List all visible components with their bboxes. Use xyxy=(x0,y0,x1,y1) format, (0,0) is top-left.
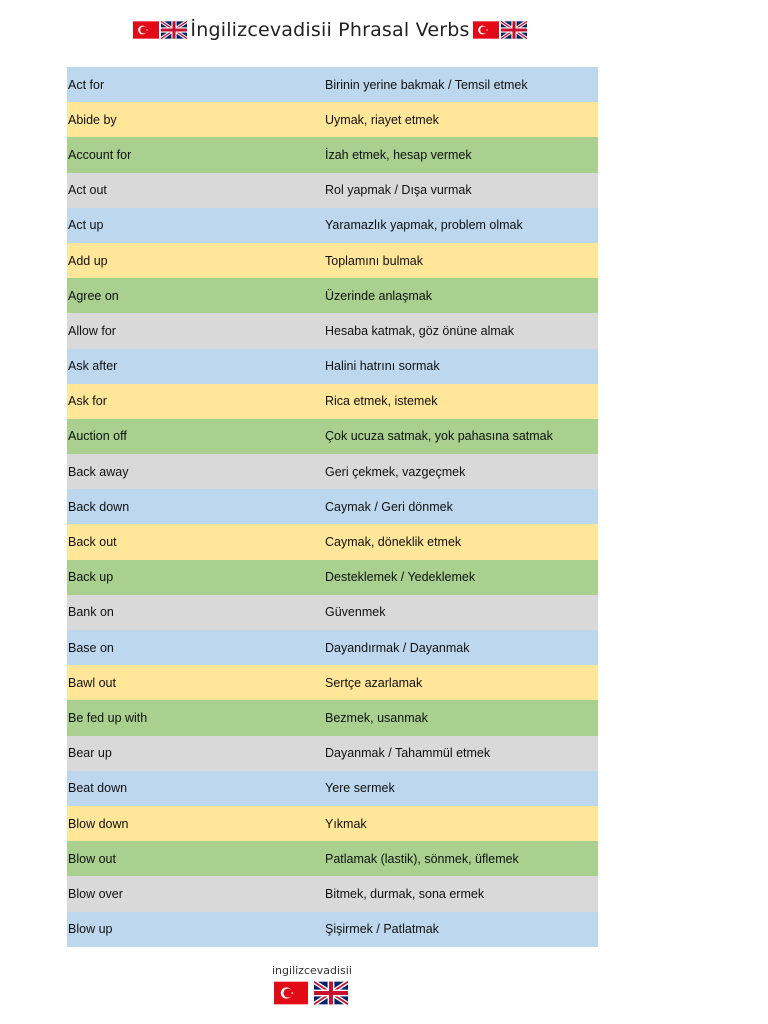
phrasal-verb: Agree on xyxy=(68,288,119,303)
turkish-meaning: Birinin yerine bakmak / Temsil etmek xyxy=(325,77,528,92)
table-row xyxy=(67,208,598,243)
phrasal-verb: Back out xyxy=(68,535,117,550)
footer-brand: ingilizcevadisii xyxy=(272,964,352,977)
uk-flag-icon xyxy=(161,21,187,39)
turkish-meaning: Çok ucuza satmak, yok pahasına satmak xyxy=(325,429,553,444)
phrasal-verb: Bawl out xyxy=(68,675,116,690)
turkish-meaning: Üzerinde anlaşmak xyxy=(325,288,432,303)
table-row xyxy=(67,489,598,524)
turkey-flag-icon xyxy=(133,21,159,39)
turkish-meaning: Rica etmek, istemek xyxy=(325,394,438,409)
table-row xyxy=(67,278,598,313)
table-row xyxy=(67,524,598,559)
uk-flag-icon xyxy=(501,21,527,39)
table-row xyxy=(67,384,598,419)
table-row xyxy=(67,349,598,384)
phrasal-verb: Act out xyxy=(68,183,107,198)
phrasal-verb: Blow out xyxy=(68,851,116,866)
phrasal-verb: Abide by xyxy=(68,112,117,127)
turkish-meaning: Uymak, riayet etmek xyxy=(325,112,439,127)
phrasal-verb: Back down xyxy=(68,499,130,514)
table-row xyxy=(67,243,598,278)
table-row xyxy=(67,173,598,208)
page-title: İngilizcevadisii Phrasal Verbs xyxy=(190,19,470,41)
turkish-meaning: Dayanmak / Tahammül etmek xyxy=(325,746,491,761)
table-row xyxy=(67,912,598,947)
turkish-meaning: Güvenmek xyxy=(325,605,386,620)
turkish-meaning: Desteklemek / Yedeklemek xyxy=(325,570,476,585)
turkish-meaning: Caymak, döneklik etmek xyxy=(325,535,462,550)
table-row xyxy=(67,313,598,348)
turkish-meaning: Yere sermek xyxy=(325,781,395,796)
table-row xyxy=(67,560,598,595)
turkish-meaning: Hesaba katmak, göz önüne almak xyxy=(325,323,514,338)
phrasal-verb: Add up xyxy=(68,253,108,268)
phrasal-verb: Be fed up with xyxy=(68,710,148,725)
turkish-meaning: Halini hatrını sormak xyxy=(325,359,440,374)
table-row xyxy=(67,454,598,489)
turkish-meaning: Yaramazlık yapmak, problem olmak xyxy=(325,218,523,233)
phrasal-verb: Blow down xyxy=(68,816,129,831)
turkish-meaning: Yıkmak xyxy=(325,816,367,831)
table-row xyxy=(67,595,598,630)
turkey-flag-icon xyxy=(473,21,499,39)
turkish-meaning: Sertçe azarlamak xyxy=(325,675,423,690)
turkish-meaning: Patlamak (lastik), sönmek, üflemek xyxy=(325,851,519,866)
table-row xyxy=(67,771,598,806)
turkish-meaning: Caymak / Geri dönmek xyxy=(325,499,453,514)
phrasal-verb: Blow over xyxy=(68,886,123,901)
table-row xyxy=(67,841,598,876)
phrasal-verb: Bank on xyxy=(68,605,114,620)
table-row xyxy=(67,700,598,735)
phrasal-verb: Auction off xyxy=(68,429,127,444)
phrasal-verb: Base on xyxy=(68,640,114,655)
table-row xyxy=(67,419,598,454)
phrasal-verb: Ask for xyxy=(68,394,107,409)
turkish-meaning: Toplamını bulmak xyxy=(325,253,423,268)
uk-flag-icon xyxy=(314,981,348,1005)
table-row xyxy=(67,665,598,700)
page-footer xyxy=(272,964,350,1005)
turkish-meaning: Şişirmek / Patlatmak xyxy=(325,922,439,937)
table-row xyxy=(67,137,598,172)
phrasal-verb: Back away xyxy=(68,464,129,479)
phrasal-verb: Account for xyxy=(68,147,132,162)
turkish-meaning: Bitmek, durmak, sona ermek xyxy=(325,886,485,901)
phrasal-verb: Back up xyxy=(68,570,114,585)
table-row xyxy=(67,736,598,771)
turkish-meaning: Geri çekmek, vazgeçmek xyxy=(325,464,466,479)
phrasal-verb: Allow for xyxy=(68,323,116,338)
phrasal-verb: Ask after xyxy=(68,359,118,374)
table-row xyxy=(67,67,598,102)
turkish-meaning: Bezmek, usanmak xyxy=(325,710,428,725)
page-header xyxy=(0,14,660,46)
phrasal-verb: Blow up xyxy=(68,922,113,937)
turkish-meaning: Dayandırmak / Dayanmak xyxy=(325,640,470,655)
phrasal-verb: Act up xyxy=(68,218,104,233)
table-row xyxy=(67,630,598,665)
table-row xyxy=(67,806,598,841)
table-row xyxy=(67,876,598,911)
phrasal-verb: Act for xyxy=(68,77,105,92)
phrasal-verbs-table xyxy=(67,67,598,947)
table-row xyxy=(67,102,598,137)
phrasal-verb: Bear up xyxy=(68,746,112,761)
turkish-meaning: İzah etmek, hesap vermek xyxy=(325,147,472,162)
turkey-flag-icon xyxy=(274,981,308,1005)
turkish-meaning: Rol yapmak / Dışa vurmak xyxy=(325,183,472,198)
phrasal-verb: Beat down xyxy=(68,781,128,796)
